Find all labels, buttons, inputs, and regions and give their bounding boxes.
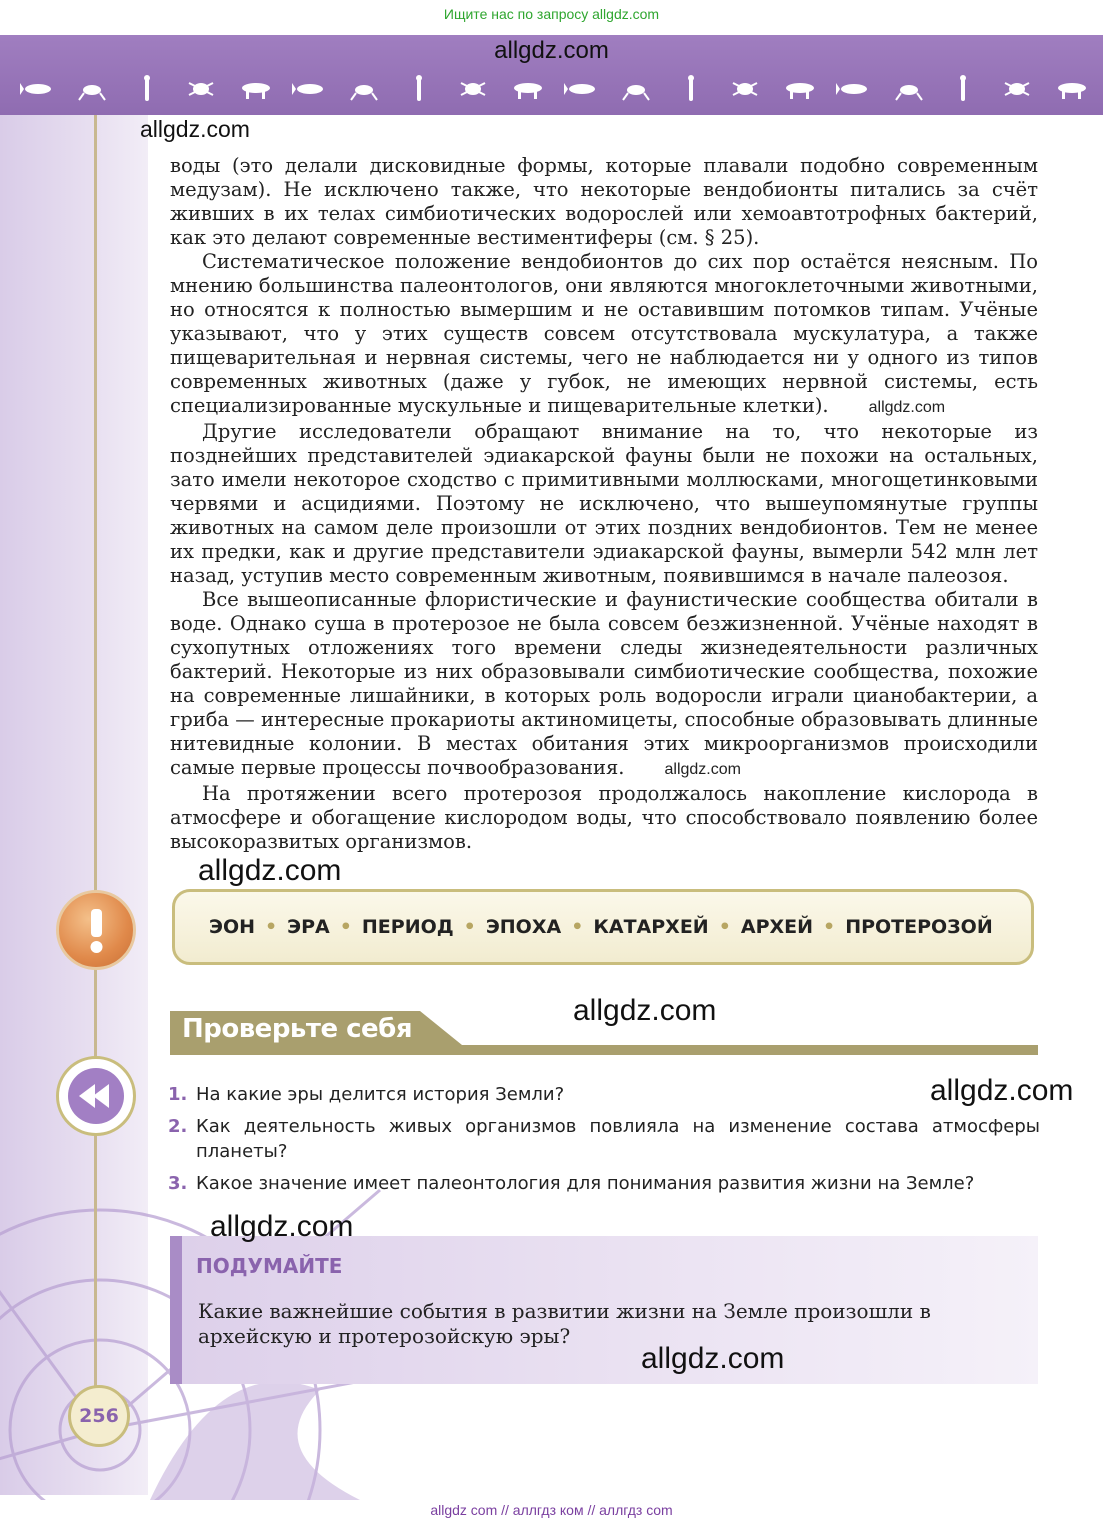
check-yourself-title: Проверьте себя [182, 1014, 413, 1044]
rewind-icon [56, 1056, 136, 1136]
watermark: allgdz.com [664, 761, 741, 778]
paragraph-2: Систематическое положение вендобионтов до сих пор остаётся неясным. По мнению большинства палеонтологов, они являются многоклеточными животными, но относятся к полностью вымершим и не оставившим потомков типам. Учёные указывают, что у этих существ совсем отсутствовала мускулатура, а также пищеварительная и нервная системы, чего не наблюдается ни у одного из типов современных животных (даже у губок, не имеющих нервной системы, есть специализированные мускульные и пищеварительные клетки). allgdz.com [170, 250, 1038, 417]
animal-icon-row [20, 70, 1090, 106]
butterfly-icon [1054, 73, 1090, 103]
top-search-note: Ищите нас по запросу allgdz.com [443, 6, 660, 22]
watermark: allgdz.com [198, 854, 342, 887]
paragraph-4: Все вышеописанные флористические и фаунистические сообщества обитали в воде. Однако суша в протерозое не была совсем безжизненной. Учёные находят в сухопутных отложениях того времени следы жизнедеятельности различных бактерий. Некоторые из них образовывали симбиотические сообщества, похожие на современные лишайники, в которых роль водоросли играли цианобактерии, а гриба — интересные прокариоты актиномицеты, способные образовывать длинные нитевидные колонии. В местах обитания этих микроорганизмов происходили самые первые процессы почвообразования. allgdz.com [170, 588, 1038, 779]
bird-icon [346, 73, 382, 103]
bird-icon [999, 73, 1035, 103]
dolphin-icon [20, 73, 56, 103]
scorpion-icon [510, 73, 546, 103]
key-terms-box: ЭОН • ЭРА • ПЕРИОД • ЭПОХА • КАТАРХЕЙ • АРХЕЙ • ПРОТЕРОЗОЙ [172, 889, 1034, 965]
kangaroo-icon [292, 73, 328, 103]
main-text [170, 154, 1038, 854]
pterosaur-icon [618, 73, 654, 103]
watermark: allgdz.com [140, 116, 250, 142]
butterfly-icon [401, 73, 437, 103]
term: ЭОН [209, 916, 255, 938]
term: ПРОТЕРОЗОЙ [845, 916, 993, 938]
margin-line [94, 115, 97, 1415]
watermark: allgdz.com [868, 399, 946, 416]
term: ПЕРИОД [361, 916, 454, 938]
think-title: ПОДУМАЙТЕ [196, 1254, 343, 1278]
paragraph-5: На протяжении всего протерозоя продолжалось накопление кислорода в атмосфере и обогащение кислородом воды, что способствовало появлению более высокоразвитых организмов. [170, 782, 1038, 853]
rhino-icon [455, 73, 491, 103]
paragraph-3: Другие исследователи обращают внимание на то, что некоторые из позднейших представителей эдиакарской фауны были не похожи на остальных, зато имели некоторое сходство с примитивными моллюсками, многощетинковыми червями и асцидиями. Поэтому не исключено, что вышеупомянутые группы животных на самом деле произошли от этих поздних вендобионтов. Тем не менее их предки, как и другие представители эдиакарской фауны, вымерли 542 млн лет назад, уступив место современным животным, появившимся в начале палеозоя. [170, 420, 1038, 587]
question-item: 1. На какие эры делится история Земли? [168, 1084, 565, 1105]
seahorse-icon [782, 73, 818, 103]
term: АРХЕЙ [740, 916, 814, 938]
horse-icon [564, 73, 600, 103]
crab-icon [183, 73, 219, 103]
think-text: Какие важнейшие события в развитии жизни на Земле произошли в архейскую и протерозойскую эры? [198, 1299, 931, 1348]
insect-icon [74, 73, 110, 103]
question-list [168, 1082, 1040, 1203]
page-number: 256 [68, 1385, 130, 1447]
crab-icon [836, 73, 872, 103]
watermark: allgdz.com [573, 994, 717, 1027]
header-watermark: allgdz.com [494, 37, 609, 64]
exclamation-icon [56, 890, 136, 970]
lizard-icon [891, 73, 927, 103]
paragraph-1: воды (это делали дисковидные формы, которые плавали подобно современным медузам). Не исключено также, что некоторые вендобионты питались за счёт живших в их телах симбиотических водорослей или хемоавтотрофных бактерий, как это делают современные вестиментиферы (см. § 25). [170, 154, 1038, 249]
watermark: allgdz.com [641, 1342, 785, 1375]
term: КАТАРХЕЙ [593, 916, 709, 938]
watermark: allgdz.com [210, 1210, 354, 1243]
question-item: 3. Какое значение имеет палеонтология для понимания развития жизни на Земле? [168, 1173, 975, 1194]
seahorse-icon [129, 73, 165, 103]
kangaroo-icon [945, 73, 981, 103]
term: ЭРА [287, 916, 330, 938]
term: ЭПОХА [485, 916, 562, 938]
whale-icon [673, 73, 709, 103]
lizard-icon [238, 73, 274, 103]
watermark: allgdz.com [930, 1074, 1074, 1107]
question-item: 2. Как деятельность живых организмов повлияла на изменение состава атмосферы планеты? [168, 1116, 1040, 1162]
beetle-icon [727, 73, 763, 103]
bottom-note: allgdz com // аллгдз ком // аллгдз com [430, 1502, 673, 1518]
